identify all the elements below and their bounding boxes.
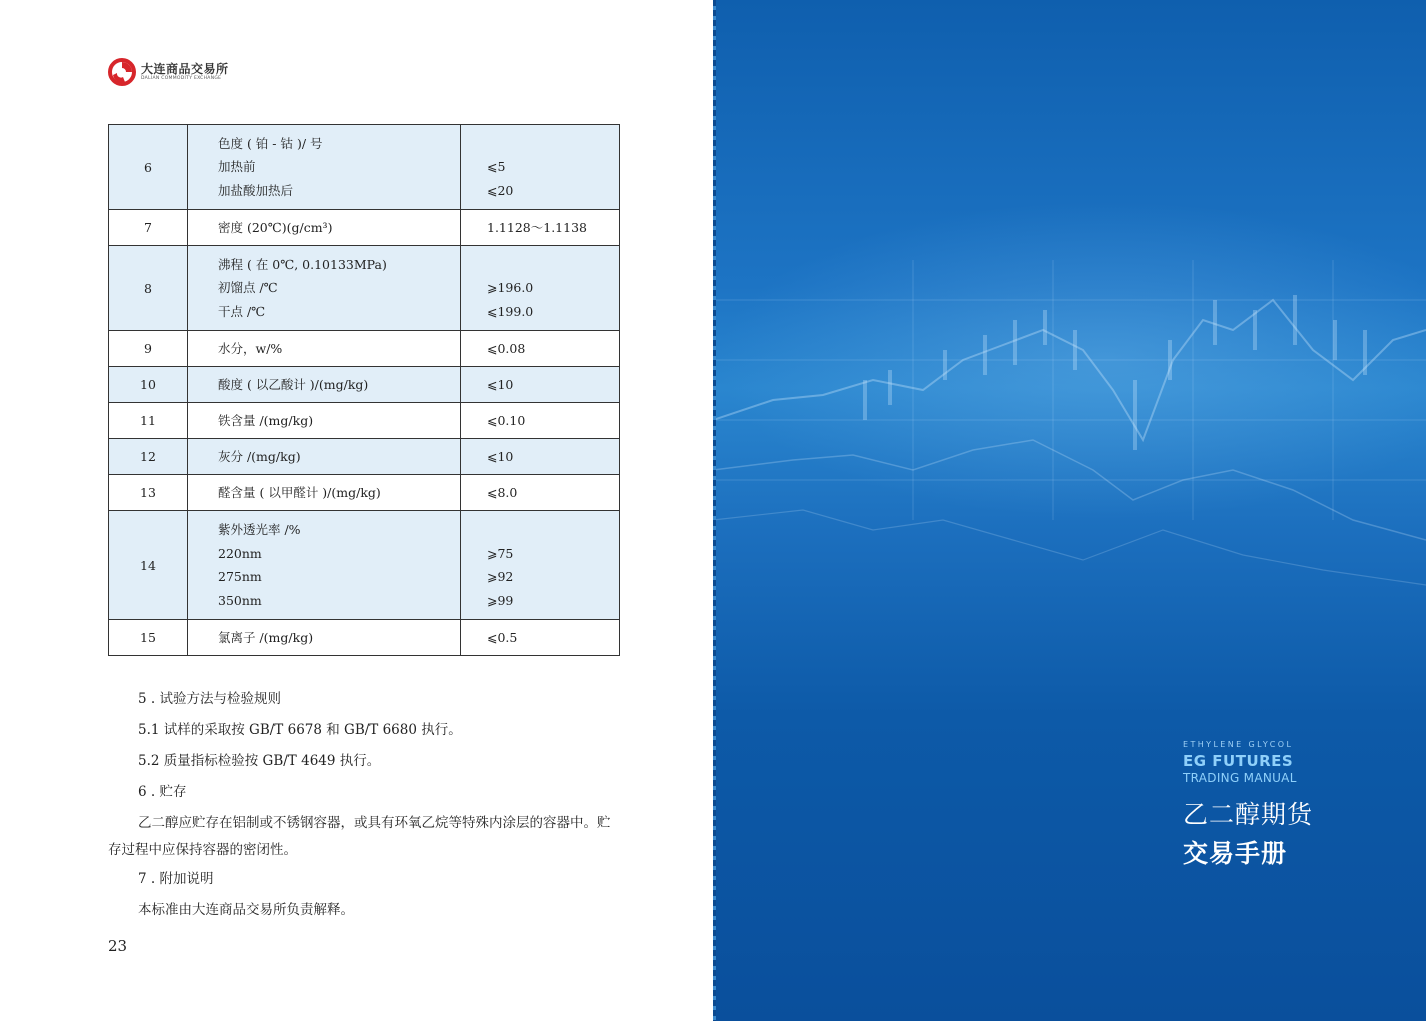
row-value [461, 125, 620, 210]
cover-eg-futures: EG FUTURES [1183, 752, 1294, 770]
value-line: ⩽5 [487, 159, 506, 175]
cover-title-cn-line1: 乙二醇期货 [1183, 800, 1314, 829]
row-number: 15 [109, 620, 188, 656]
row-number: 7 [109, 210, 188, 246]
section-5-title: 5 . 试验方法与检验规则 [138, 691, 281, 707]
item-line: 酸度 ( 以乙酸计 )/(mg/kg) [218, 376, 369, 392]
table-row [109, 620, 620, 656]
item-line: 沸程 ( 在 0℃, 0.10133MPa) [218, 256, 387, 272]
table-row [109, 475, 620, 511]
value-line: ⩽10 [487, 448, 514, 464]
section-6-paragraph: 乙二醇应贮存在铝制或不锈钢容器，或具有环氧乙烷等特殊内涂层的容器中。贮存过程中应保持容器的密闭性。 [108, 815, 611, 858]
value-line [487, 253, 619, 277]
row-number: 10 [109, 367, 188, 403]
row-value [461, 403, 620, 439]
row-value [461, 439, 620, 475]
table-row [109, 125, 620, 210]
exchange-logo [108, 58, 229, 86]
row-value [461, 246, 620, 331]
section-6-title: 6 . 贮存 [138, 784, 187, 800]
value-line: ⩽10 [487, 376, 514, 392]
row-number: 13 [109, 475, 188, 511]
row-number: 14 [109, 511, 188, 620]
value-line: ⩽8.0 [487, 484, 518, 500]
section-7-title: 7 . 附加说明 [138, 871, 214, 887]
value-line [487, 518, 619, 542]
item-line: 铁含量 /(mg/kg) [218, 412, 314, 428]
item-line: 水分，w/% [218, 340, 283, 356]
page-edge [713, 0, 716, 1021]
cover-page [713, 0, 1426, 1021]
item-line: 初馏点 /℃ [218, 280, 278, 296]
exchange-logo-icon [108, 58, 136, 86]
table-row [109, 331, 620, 367]
row-value [461, 210, 620, 246]
logo-name-cn: 大连商品交易所 [141, 61, 229, 76]
row-value [461, 620, 620, 656]
row-item [188, 210, 461, 246]
logo-name-en: DALIAN COMMODITY EXCHANGE [141, 75, 222, 81]
value-line: ⩽20 [487, 182, 514, 198]
value-line: ⩽0.08 [487, 340, 526, 356]
value-line: ⩽0.5 [487, 629, 518, 645]
row-value [461, 475, 620, 511]
cover-title-block [1183, 740, 1313, 870]
item-line: 紫外透光率 /% [218, 522, 301, 537]
row-number: 11 [109, 403, 188, 439]
row-item [188, 475, 461, 511]
section-7-text: 本标准由大连商品交易所负责解释。 [138, 902, 354, 918]
row-number: 8 [109, 246, 188, 331]
section-5-1: 5.1 试样的采取按 GB/T 6678 和 GB/T 6680 执行。 [138, 722, 462, 738]
value-line: ⩾99 [487, 592, 514, 608]
cover-trading-manual: TRADING MANUAL [1183, 771, 1297, 785]
item-line: 220nm [218, 545, 262, 561]
body-text [108, 684, 623, 926]
row-item [188, 125, 461, 210]
row-value [461, 511, 620, 620]
item-line: 氯离子 /(mg/kg) [218, 629, 314, 645]
stock-chart-graphic [713, 0, 1426, 1021]
value-line [487, 132, 619, 156]
table-row [109, 367, 620, 403]
item-line: 色度 ( 铂 - 钴 )/ 号 [218, 135, 323, 151]
cover-title-cn-line2: 交易手册 [1183, 839, 1288, 868]
row-value [461, 331, 620, 367]
row-number: 9 [109, 331, 188, 367]
page-number: 23 [108, 937, 128, 955]
item-line: 275nm [218, 569, 262, 584]
row-value [461, 367, 620, 403]
item-line: 密度 (20℃)(g/cm³) [218, 219, 333, 235]
table-row [109, 439, 620, 475]
row-item [188, 246, 461, 331]
table-row [109, 403, 620, 439]
item-line: 350nm [218, 592, 262, 608]
row-number: 12 [109, 439, 188, 475]
value-line: ⩾196.0 [487, 280, 534, 296]
value-line: ⩽0.10 [487, 412, 526, 428]
item-line: 加热前 [218, 159, 256, 175]
item-line: 醛含量 ( 以甲醛计 )/(mg/kg) [218, 484, 381, 500]
item-line: 加盐酸加热后 [218, 182, 294, 198]
section-5-2: 5.2 质量指标检验按 GB/T 4649 执行。 [138, 753, 381, 769]
row-item [188, 439, 461, 475]
cover-ethylene-glycol: ETHYLENE GLYCOL [1183, 740, 1294, 749]
row-number: 6 [109, 125, 188, 210]
table-row [109, 210, 620, 246]
value-line: ⩽199.0 [487, 303, 534, 319]
table-row [109, 246, 620, 331]
row-item [188, 511, 461, 620]
row-item [188, 367, 461, 403]
table-row [109, 511, 620, 620]
row-item [188, 620, 461, 656]
value-line: 1.1128～1.1138 [487, 219, 587, 235]
spec-table [108, 124, 620, 656]
item-line: 灰分 /(mg/kg) [218, 448, 301, 464]
value-line: ⩾75 [487, 545, 514, 561]
value-line: ⩾92 [487, 569, 514, 584]
item-line: 干点 /℃ [218, 303, 266, 319]
row-item [188, 331, 461, 367]
row-item [188, 403, 461, 439]
